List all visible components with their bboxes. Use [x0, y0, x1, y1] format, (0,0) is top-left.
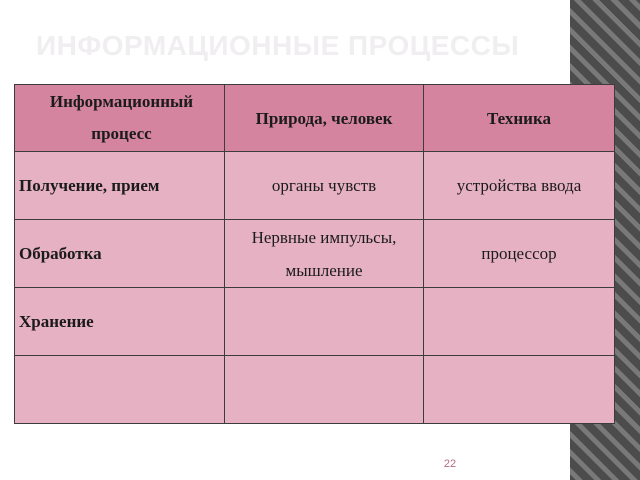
cell-technology: устройства ввода: [424, 152, 615, 220]
cell-technology: [424, 356, 615, 424]
cell-nature-human: органы чувств: [225, 152, 424, 220]
cell-nature-human: Нервные импульсы, мышление: [225, 220, 424, 288]
slide-title: ИНФОРМАЦИОННЫЕ ПРОЦЕССЫ: [36, 30, 520, 61]
table-row: [15, 288, 615, 356]
table-row: [15, 152, 615, 220]
cell-process: Хранение: [15, 288, 225, 356]
cell-nature-human: [225, 356, 424, 424]
table-row: [15, 356, 615, 424]
process-table: [14, 84, 615, 424]
header-nature-human: Природа, человек: [225, 85, 424, 152]
page-number: 22: [443, 458, 457, 470]
table-row: [15, 220, 615, 288]
cell-process: [15, 356, 225, 424]
cell-nature-human: [225, 288, 424, 356]
header-technology: Техника: [424, 85, 615, 152]
cell-technology: [424, 288, 615, 356]
cell-process: Обработка: [15, 220, 225, 288]
table-header-row: [15, 85, 615, 152]
cell-technology: процессор: [424, 220, 615, 288]
cell-process: Получение, прием: [15, 152, 225, 220]
header-process: Информационный процесс: [15, 85, 225, 152]
